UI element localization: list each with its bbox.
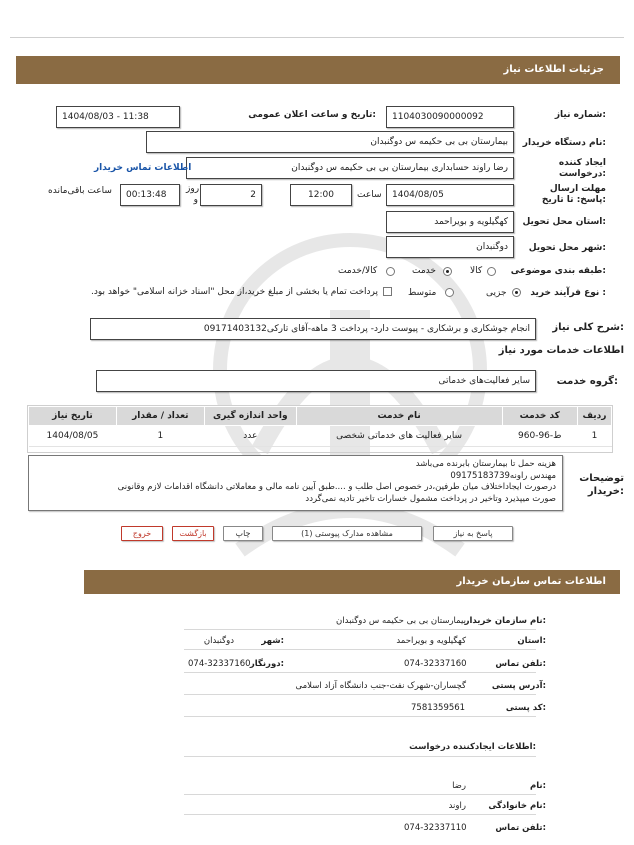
treasury-note: پرداخت تمام یا بخشی از مبلغ خرید،از محل "اسناد خزانه اسلامی" خواهد بود. [90,287,378,297]
category-goods-radio[interactable] [487,267,496,276]
buyer-org-field: بیمارستان بی بی حکیمه س دوگنبدان [146,131,514,153]
divider [184,672,536,673]
need-number-field: 1104030090000092 [386,106,514,128]
col-unit: واحد اندازه گیری [204,407,296,426]
col-service-code: کد خدمت [502,407,577,426]
table-header-row [29,407,612,426]
process-label: نوع فرآیند خرید : [530,288,606,298]
remaining-time-field: 00:13:48 [120,184,180,206]
items-table-container [27,405,613,453]
remaining-label: ساعت باقی‌مانده [48,186,112,196]
col-service-name: نام خدمت [296,407,502,426]
cell-service-name: سایر فعالیت های خدماتی شخصی [296,426,502,447]
cell-unit: عدد [204,426,296,447]
summary-field: انجام جوشکاری و برشکاری - پیوست دارد- پرداخت 3 ماهه-آقای تارکی09171403132 [90,318,536,340]
creator-info-title: اطلاعات ایجادکننده درخواست: [409,742,536,752]
process-medium-label: متوسط [408,288,437,298]
view-attachments-button[interactable]: مشاهده مدارک پیوستی (1) [272,526,422,541]
table-row [29,426,612,447]
category-goods-service-radio[interactable] [386,267,395,276]
process-minor-label: جزیی [486,288,507,298]
creator-first-name: رضا [452,781,466,791]
divider [184,629,536,630]
cell-need-date: 1404/08/05 [29,426,117,447]
divider [184,794,536,795]
notes-line-1: هزینه حمل تا بیمارستان بابرنده می‌باشد [415,459,556,469]
items-table [28,406,612,447]
city-label: شهر محل تحویل: [528,243,606,253]
buyer-notes-label: توضیحات خریدار: [579,473,624,497]
services-section-title: اطلاعات خدمات مورد نیاز [498,345,624,356]
province-field: کهگیلویه و بویراحمد [386,211,514,233]
creator-phone: 074-32337110 [404,823,467,833]
creator-last-name-label: نام خانوادگی: [488,801,546,811]
category-service-radio[interactable] [443,267,452,276]
contact-org-name-label: نام سازمان خریدار: [464,616,546,626]
page-title: جزئیات اطلاعات نیاز [16,56,620,84]
divider [184,694,536,695]
divider [184,756,536,757]
col-row-number: ردیف [577,407,611,426]
time-label: ساعت [357,190,382,200]
top-divider [10,37,624,38]
process-medium-radio[interactable] [445,288,454,297]
col-need-date: تاریخ نیاز [29,407,117,426]
notes-line-2: مهندس راونه09175183739 [450,470,556,481]
contact-fax-label: دورنگار: [249,659,284,669]
contact-section-title: اطلاعات تماس سازمان خریدار [84,570,620,594]
days-field: 2 [200,184,262,206]
contact-address: گچساران-شهرک نفت-جنب دانشگاه آزاد اسلامی [295,681,466,691]
deadline-date-field: 1404/08/05 [386,184,514,206]
contact-province: کهگیلویه و بویراحمد [396,636,466,646]
cell-quantity: 1 [116,426,204,447]
treasury-checkbox[interactable] [383,287,392,296]
category-goods-service-label: کالا/خدمت [338,266,378,276]
city-field: دوگنبدان [386,236,514,258]
buyer-notes-box [28,455,563,511]
cell-row-number: 1 [577,426,611,447]
announce-date-field: 1404/08/03 - 11:38 [56,106,180,128]
contact-fax: 074-32337160 [188,659,251,669]
service-group-field: سایر فعالیت‌های خدماتی [96,370,536,392]
contact-city: دوگنبدان [203,636,234,646]
contact-postal-label: کد پستی: [505,703,546,713]
cell-service-code: ط-96-960 [502,426,577,447]
deadline-time-field: 12:00 [290,184,352,206]
divider [184,814,536,815]
buyer-contact-link[interactable]: اطلاعات تماس خریدار [94,163,192,173]
creator-first-name-label: نام: [529,781,546,791]
creator-last-name: راوند [448,801,466,811]
contact-postal: 7581359561 [411,703,466,713]
print-button[interactable]: چاپ [223,526,263,541]
divider [184,649,536,650]
contact-phone: 074-32337160 [404,659,467,669]
days-label: روز و [186,184,200,205]
creator-label: ایجاد کننده درخواست: [558,158,606,179]
summary-label: شرح کلی نیاز: [552,322,624,333]
creator-phone-label: تلفن تماس: [495,823,546,833]
creator-field: رضا راوند حسابداری بیمارستان بی بی حکیمه س دوگنبدان [186,157,514,179]
province-label: استان محل تحویل: [522,217,606,227]
buyer-org-label: نام دستگاه خریدار: [522,138,606,148]
contact-province-label: استان: [517,636,546,646]
contact-phone-label: تلفن تماس: [495,659,546,669]
process-minor-radio[interactable] [512,288,521,297]
contact-city-label: شهر: [261,636,284,646]
notes-line-4: صورت میپذیرد وتاخیر در پرداخت مشمول خسارات تاخیر تادیه نمی‌گردد [305,493,556,504]
back-button[interactable]: بازگشت [172,526,214,541]
contact-org-name: بیمارستان بی بی حکیمه س دوگنبدان [336,616,466,626]
category-goods-label: کالا [470,266,483,276]
reply-button[interactable]: پاسخ به نیاز [433,526,513,541]
category-label: طبقه بندی موضوعی: [510,266,606,276]
notes-line-3: درصورت ایجاداختلاف میان طرفین،در خصوص اصل طلب و ....طبق آیین نامه مالی و معاملاتی دانشگاه اقدامات لازم وقانونی [117,482,556,492]
category-service-label: خدمت [412,266,436,276]
service-group-label: گروه خدمت: [556,376,618,387]
announce-date-label: تاریخ و ساعت اعلان عمومی: [248,110,376,120]
deadline-label: مهلت ارسال پاسخ: تا تاریخ: [541,184,606,205]
exit-button[interactable]: خروج [121,526,163,541]
contact-address-label: آدرس پستی: [491,681,546,691]
divider [184,716,536,717]
col-quantity: تعداد / مقدار [116,407,204,426]
need-number-label: شماره نیاز: [554,110,606,120]
